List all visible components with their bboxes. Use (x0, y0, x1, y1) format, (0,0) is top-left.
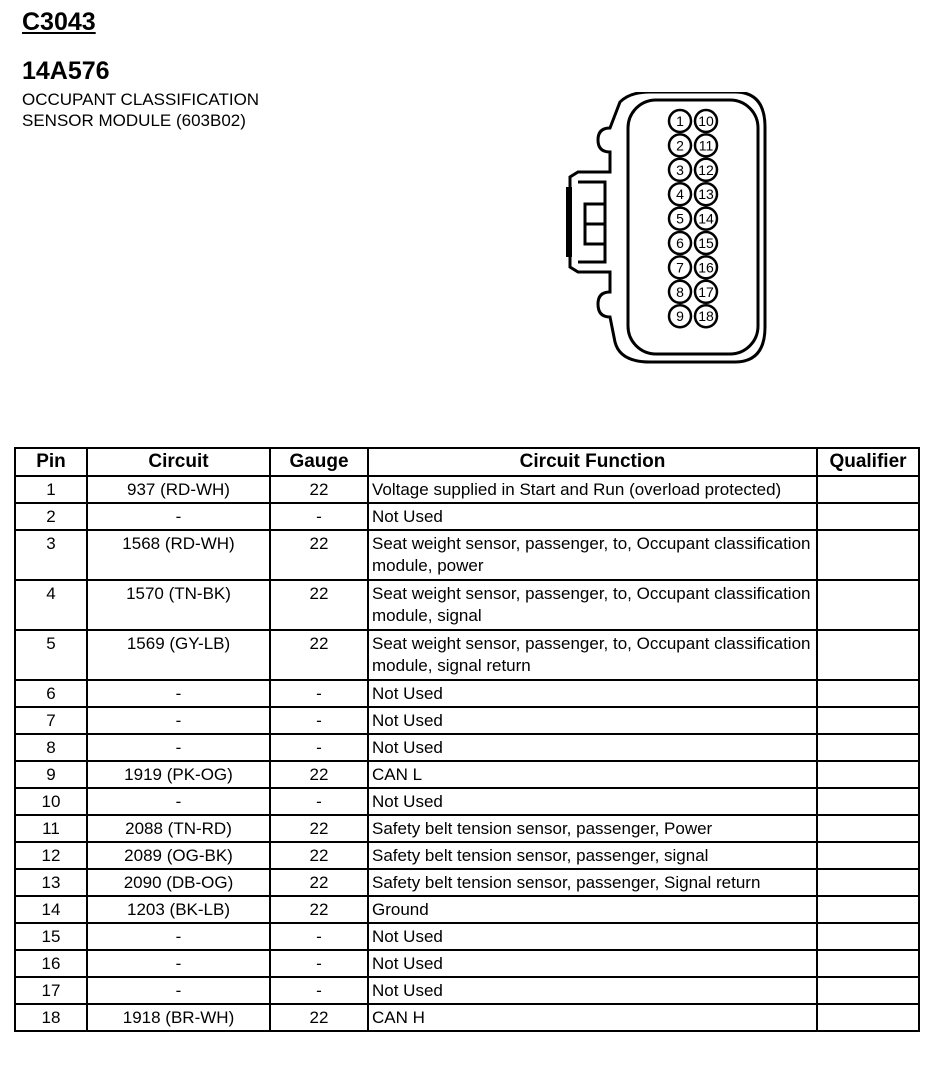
table-row (15, 788, 919, 815)
qualifier-cell (817, 707, 919, 734)
function-cell: Not Used (368, 503, 817, 530)
circuit-cell: 1918 (BR-WH) (87, 1004, 270, 1031)
pin-cell: 17 (15, 977, 87, 1004)
part-number: 14A576 (22, 57, 110, 85)
gauge-cell: 22 (270, 842, 368, 869)
pin-cell: 15 (15, 923, 87, 950)
pin-cell: 13 (15, 869, 87, 896)
pin-cell: 5 (15, 630, 87, 680)
table-row (15, 842, 919, 869)
pin-number: 7 (676, 259, 684, 276)
table-row (15, 707, 919, 734)
qualifier-cell (817, 977, 919, 1004)
table-row (15, 503, 919, 530)
qualifier-cell (817, 761, 919, 788)
gauge-cell: - (270, 503, 368, 530)
gauge-cell: - (270, 734, 368, 761)
description-line: SENSOR MODULE (603B02) (22, 111, 246, 130)
pin-cell: 11 (15, 815, 87, 842)
table-row (15, 815, 919, 842)
table-row (15, 950, 919, 977)
pin-cell: 4 (15, 580, 87, 630)
pin-number: 8 (676, 283, 684, 300)
pin-cell: 8 (15, 734, 87, 761)
pin-cell: 14 (15, 896, 87, 923)
pin-cell: 18 (15, 1004, 87, 1031)
function-cell: Not Used (368, 977, 817, 1004)
pin-number: 15 (698, 235, 714, 251)
pin-cell: 2 (15, 503, 87, 530)
circuit-cell: 937 (RD-WH) (87, 476, 270, 503)
gauge-cell: 22 (270, 476, 368, 503)
header-gauge: Gauge (270, 448, 368, 476)
pin-grid (669, 110, 717, 327)
pin-number: 9 (676, 308, 684, 325)
function-cell: Not Used (368, 950, 817, 977)
pinout-table (14, 447, 920, 1032)
header-qualifier: Qualifier (817, 448, 919, 476)
pin-cell: 9 (15, 761, 87, 788)
description-line: OCCUPANT CLASSIFICATION (22, 90, 260, 109)
gauge-cell: 22 (270, 630, 368, 680)
function-cell: Safety belt tension sensor, passenger, Signal return (368, 869, 817, 896)
circuit-cell: 1203 (BK-LB) (87, 896, 270, 923)
circuit-cell: 2090 (DB-OG) (87, 869, 270, 896)
circuit-cell: - (87, 503, 270, 530)
qualifier-cell (817, 896, 919, 923)
pin-number: 16 (698, 259, 714, 276)
qualifier-cell (817, 530, 919, 580)
function-cell: Voltage supplied in Start and Run (overload protected) (368, 476, 817, 503)
qualifier-cell (817, 950, 919, 977)
circuit-cell: - (87, 680, 270, 707)
pin-number: 2 (676, 137, 684, 154)
circuit-cell: 1569 (GY-LB) (87, 630, 270, 680)
pin-number: 10 (698, 113, 714, 129)
table-row (15, 680, 919, 707)
pin-cell: 7 (15, 707, 87, 734)
qualifier-cell (817, 869, 919, 896)
module-description (22, 89, 259, 131)
pin-cell: 10 (15, 788, 87, 815)
pin-number: 5 (676, 210, 684, 227)
table-row (15, 530, 919, 580)
gauge-cell: - (270, 977, 368, 1004)
connector-id: C3043 (22, 8, 96, 36)
pin-number: 17 (698, 283, 714, 300)
circuit-cell: - (87, 977, 270, 1004)
function-cell: CAN H (368, 1004, 817, 1031)
gauge-cell: 22 (270, 530, 368, 580)
circuit-cell: - (87, 923, 270, 950)
table-row (15, 923, 919, 950)
pin-number: 13 (698, 186, 714, 203)
table-header-row (15, 448, 919, 476)
pin-number: 3 (676, 161, 684, 178)
function-cell: Not Used (368, 788, 817, 815)
gauge-cell: 22 (270, 815, 368, 842)
gauge-cell: 22 (270, 761, 368, 788)
circuit-cell: - (87, 734, 270, 761)
table-row (15, 1004, 919, 1031)
function-cell: Ground (368, 896, 817, 923)
qualifier-cell (817, 842, 919, 869)
table-row (15, 869, 919, 896)
pin-number: 11 (698, 137, 714, 154)
function-cell: Seat weight sensor, passenger, to, Occupant classification module, signal return (368, 630, 817, 680)
pin-cell: 3 (15, 530, 87, 580)
function-cell: Seat weight sensor, passenger, to, Occupant classification module, signal (368, 580, 817, 630)
header-circuit: Circuit (87, 448, 270, 476)
function-cell: Seat weight sensor, passenger, to, Occupant classification module, power (368, 530, 817, 580)
table-row (15, 630, 919, 680)
qualifier-cell (817, 788, 919, 815)
gauge-cell: 22 (270, 580, 368, 630)
pin-number: 14 (698, 210, 714, 227)
gauge-cell: 22 (270, 869, 368, 896)
gauge-cell: 22 (270, 1004, 368, 1031)
connector-housing (570, 92, 765, 362)
pin-cell: 6 (15, 680, 87, 707)
function-cell: Safety belt tension sensor, passenger, Power (368, 815, 817, 842)
function-cell: Not Used (368, 734, 817, 761)
table-row (15, 476, 919, 503)
qualifier-cell (817, 815, 919, 842)
table-row (15, 896, 919, 923)
header-circuit-function: Circuit Function (368, 448, 817, 476)
qualifier-cell (817, 1004, 919, 1031)
function-cell: Not Used (368, 680, 817, 707)
connector-latch (566, 187, 572, 257)
circuit-cell: 2088 (TN-RD) (87, 815, 270, 842)
qualifier-cell (817, 680, 919, 707)
pin-number: 4 (676, 186, 684, 203)
qualifier-cell (817, 923, 919, 950)
circuit-cell: - (87, 950, 270, 977)
pin-number: 1 (676, 113, 684, 129)
header-pin: Pin (15, 448, 87, 476)
pin-number: 12 (698, 161, 714, 178)
table-row (15, 977, 919, 1004)
gauge-cell: - (270, 923, 368, 950)
qualifier-cell (817, 580, 919, 630)
function-cell: Not Used (368, 923, 817, 950)
gauge-cell: - (270, 707, 368, 734)
function-cell: Not Used (368, 707, 817, 734)
qualifier-cell (817, 503, 919, 530)
circuit-cell: 1570 (TN-BK) (87, 580, 270, 630)
gauge-cell: 22 (270, 896, 368, 923)
table-row (15, 734, 919, 761)
gauge-cell: - (270, 788, 368, 815)
pin-cell: 1 (15, 476, 87, 503)
pin-cell: 12 (15, 842, 87, 869)
function-cell: Safety belt tension sensor, passenger, signal (368, 842, 817, 869)
circuit-cell: 1919 (PK-OG) (87, 761, 270, 788)
circuit-cell: - (87, 788, 270, 815)
function-cell: CAN L (368, 761, 817, 788)
pin-number: 18 (698, 308, 714, 325)
circuit-cell: 1568 (RD-WH) (87, 530, 270, 580)
gauge-cell: - (270, 680, 368, 707)
qualifier-cell (817, 476, 919, 503)
table-row (15, 580, 919, 630)
gauge-cell: - (270, 950, 368, 977)
qualifier-cell (817, 630, 919, 680)
connector-face-diagram (560, 92, 780, 382)
qualifier-cell (817, 734, 919, 761)
table-row (15, 761, 919, 788)
pin-cell: 16 (15, 950, 87, 977)
pin-number: 6 (676, 235, 684, 251)
circuit-cell: - (87, 707, 270, 734)
circuit-cell: 2089 (OG-BK) (87, 842, 270, 869)
